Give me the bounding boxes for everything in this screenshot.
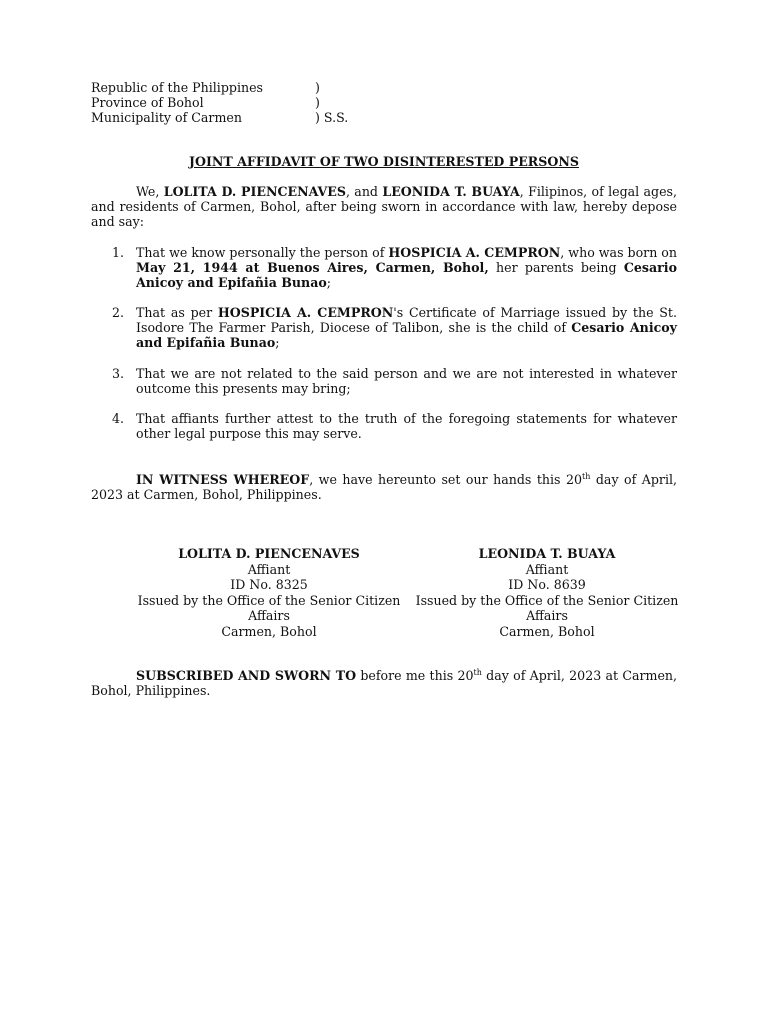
- item-number: 4.: [112, 411, 125, 426]
- signatory-issuer-cont: Affairs: [526, 608, 568, 623]
- signature-block-2: [407, 546, 687, 639]
- affiant-name-2: LEONIDA T. BUAYA: [382, 184, 520, 199]
- item-text-part: 's Certificate of Marriage issued by the St. Isodore The Farmer Parish, Diocese of Talibon, she is the child of: [136, 305, 677, 335]
- item-text-part: That we know personally the person of: [136, 245, 389, 260]
- item-number: 2.: [112, 305, 125, 320]
- jurat-heading: SUBSCRIBED AND SWORN TO: [136, 668, 357, 683]
- item-text-part: ;: [275, 335, 280, 350]
- caption-line: [91, 80, 391, 95]
- caption-line: [91, 110, 391, 125]
- signatory-issuer: Issued by the Office of the Senior Citizen: [137, 592, 401, 608]
- signatory-issuer: Issued by the Office of the Senior Citizen: [415, 592, 679, 608]
- item-text-part: , who was born on: [560, 245, 678, 260]
- jurat-text: day of April, 2023 at Carmen, Bohol, Philippines.: [91, 668, 678, 698]
- person-name: HOSPICIA A. CEMPRON: [217, 305, 394, 320]
- signatory-id: ID No. 8639: [508, 577, 586, 592]
- signatory-role: Affiant: [247, 561, 291, 577]
- parents-names: Cesario Anicoy and Epifañia Bunao: [136, 320, 677, 350]
- person-name: HOSPICIA A. CEMPRON: [388, 245, 561, 260]
- birth-details: May 21, 1944 at Buenos Aires, Carmen, Bohol,: [136, 260, 489, 275]
- caption-line: [91, 95, 391, 110]
- item-text: [136, 305, 677, 350]
- affiant-name-1: LOLITA D. PIENCENAVES: [163, 184, 346, 199]
- item-number: 1.: [112, 245, 125, 260]
- ordinal-suffix: th: [582, 471, 591, 481]
- intro-paragraph: [91, 184, 677, 229]
- ordinal-suffix: th: [473, 667, 482, 677]
- caption-province: Province of Bohol: [91, 95, 204, 110]
- caption-paren: ): [315, 80, 320, 95]
- signatory-place: Carmen, Bohol: [499, 623, 595, 639]
- item-text: [136, 245, 677, 290]
- intro-and: , and: [345, 184, 378, 199]
- document-title: JOINT AFFIDAVIT OF TWO DISINTERESTED PERSONS: [189, 154, 579, 169]
- signature-block-1: [129, 546, 409, 639]
- caption-ss: ) S.S.: [315, 110, 349, 125]
- item-text-part: her parents being: [488, 260, 624, 275]
- signatory-name: LEONIDA T. BUAYA: [478, 546, 616, 561]
- caption-municipality: Municipality of Carmen: [91, 110, 242, 125]
- venue-caption: [91, 80, 391, 125]
- intro-we: We,: [136, 184, 160, 199]
- item-text-part: ;: [326, 275, 332, 290]
- caption-paren: ): [315, 95, 320, 110]
- item-number: 3.: [112, 366, 125, 381]
- signatory-place: Carmen, Bohol: [221, 623, 317, 639]
- item-text: That we are not related to the said person and we are not interested in whatever outcome this presents may bring;: [136, 366, 677, 396]
- parents-names: Cesario Anicoy and Epifañia Bunao: [136, 260, 677, 290]
- intro-rest: , Filipinos, of legal ages, and residents of Carmen, Bohol, after being sworn in accordance with law, hereby depose and say:: [91, 184, 678, 229]
- witness-text: , we have hereunto set our hands this 20: [309, 472, 583, 487]
- signatory-issuer-cont: Affairs: [248, 608, 290, 623]
- item-text-part: That as per: [136, 305, 218, 320]
- jurat-text: before me this 20: [356, 668, 474, 683]
- witness-text: day of April, 2023 at Carmen, Bohol, Philippines.: [91, 472, 678, 502]
- signatory-name: LOLITA D. PIENCENAVES: [178, 546, 360, 561]
- signatory-id: ID No. 8325: [230, 577, 308, 592]
- witness-paragraph: [91, 472, 677, 502]
- item-text: That affiants further attest to the truth of the foregoing statements for whatever other legal purpose this may serve.: [136, 411, 677, 441]
- jurat-paragraph: [91, 668, 677, 698]
- caption-republic: Republic of the Philippines: [91, 80, 264, 95]
- witness-heading: IN WITNESS WHEREOF: [136, 472, 310, 487]
- signatory-role: Affiant: [525, 561, 569, 577]
